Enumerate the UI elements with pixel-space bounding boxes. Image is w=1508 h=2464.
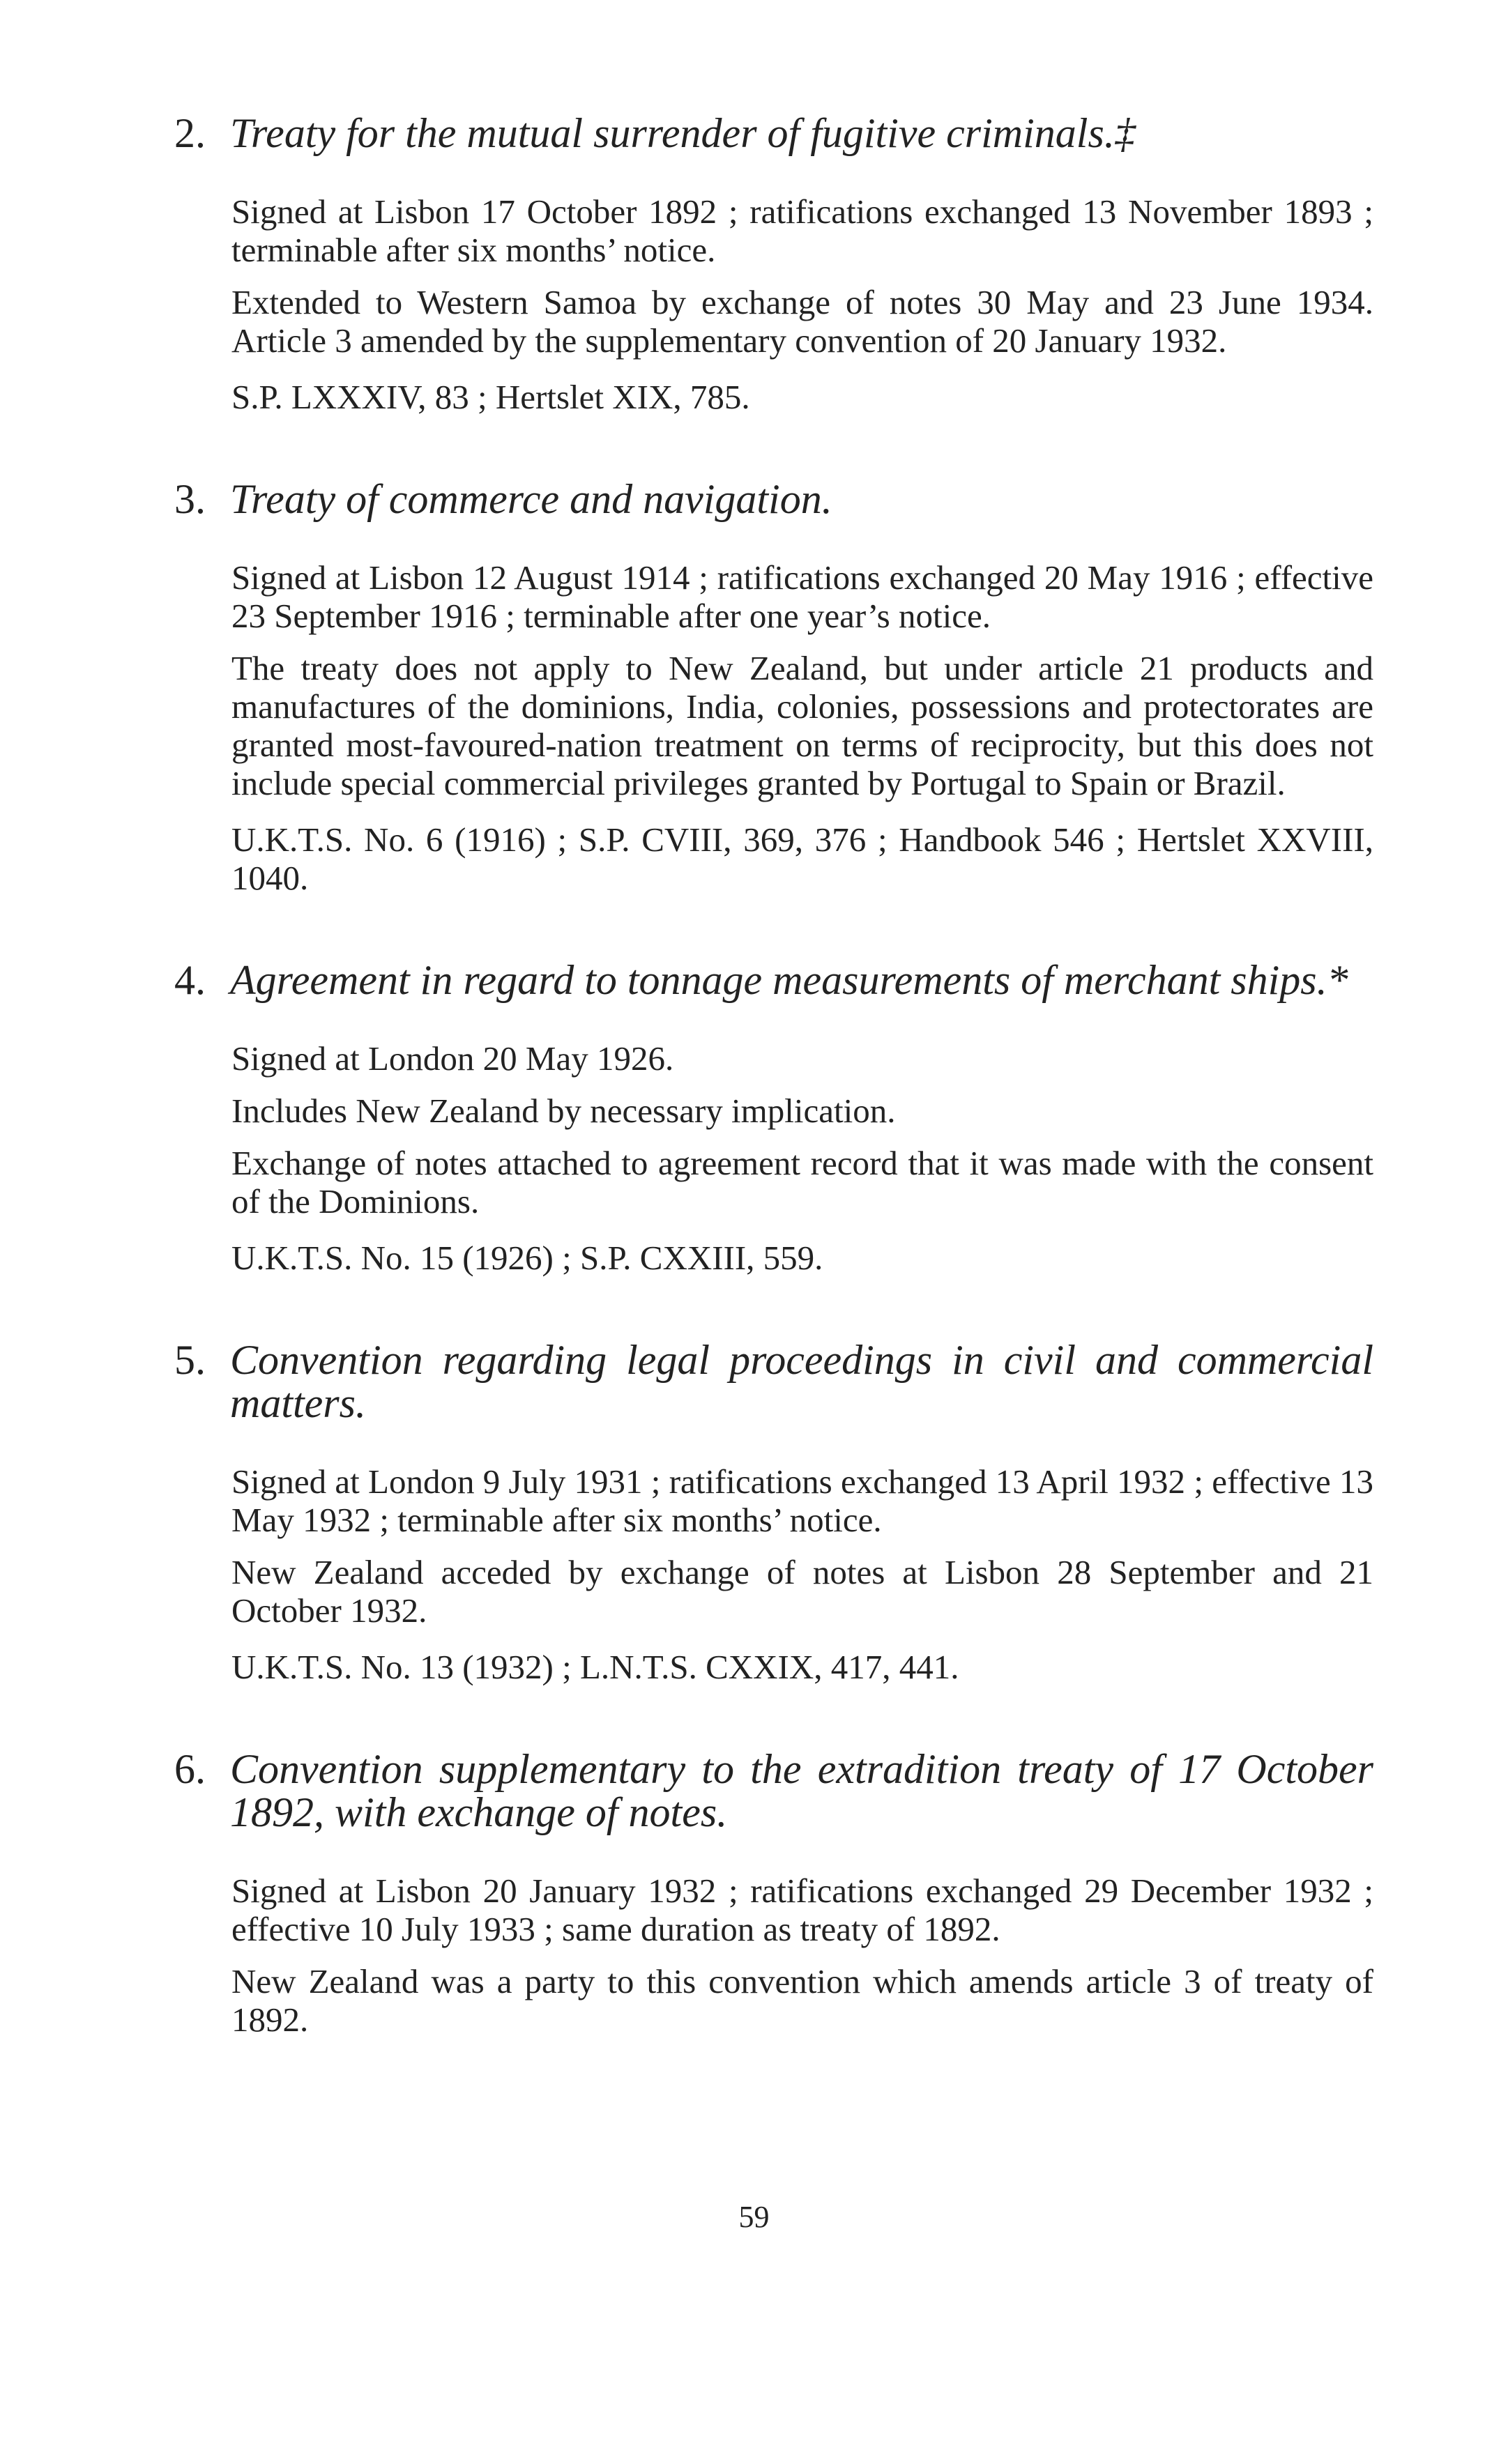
entry-number: 4. [174,957,206,1003]
entry-body [231,1462,1373,1686]
entry-paragraph: Signed at Lisbon 17 October 1892 ; ratifications exchanged 13 November 1893 ; terminable after six months’ notice. [231,192,1373,269]
entry-paragraph: Signed at Lisbon 20 January 1932 ; ratifications exchanged 29 December 1932 ; effective 10 July 1933 ; same duration as treaty of 1892. [231,1872,1373,1948]
entry-title: Convention regarding legal proceedings in civil and commercial matters. [230,1337,1373,1426]
entry-heading [174,1747,1373,1834]
entry-heading [174,958,1373,1002]
entry-number: 5. [174,1337,206,1383]
treaty-entry [174,958,1373,1277]
entry-reference: U.K.T.S. No. 6 (1916) ; S.P. CVIII, 369, 376 ; Handbook 546 ; Hertslet XXVIII, 1040. [231,820,1373,897]
entry-number: 6. [174,1746,206,1792]
entry-paragraph: The treaty does not apply to New Zealand, but under article 21 products and manufactures of the dominions, India, colonies, possessions and protectorates are granted most-favoured-nation treatment on terms of reciprocity, but this does not include special commercial privileges granted by Portugal to Spain or Brazil. [231,649,1373,802]
treaty-entry [174,477,1373,897]
entry-title: Convention supplementary to the extradition treaty of 17 October 1892, with exchange of notes. [230,1746,1373,1835]
entry-body [231,558,1373,897]
entry-paragraph: New Zealand was a party to this convention which amends article 3 of treaty of 1892. [231,1962,1373,2039]
entry-body [231,1872,1373,2039]
entry-body [231,192,1373,416]
entry-title: Treaty of commerce and navigation. [230,476,832,522]
entry-reference: S.P. LXXXIV, 83 ; Hertslet XIX, 785. [231,378,750,416]
entry-title: Agreement in regard to tonnage measurements of merchant ships.* [230,957,1348,1003]
entry-paragraph: Signed at Lisbon 12 August 1914 ; ratifications exchanged 20 May 1916 ; effective 23 September 1916 ; terminable after one year’s notice. [231,558,1373,635]
entry-heading [174,1338,1373,1425]
entry-reference: U.K.T.S. No. 15 (1926) ; S.P. CXXIII, 559. [231,1239,823,1277]
entry-title: Treaty for the mutual surrender of fugitive criminals.‡ [230,110,1136,156]
page-number: 59 [738,2200,770,2234]
entry-body [231,1039,1373,1277]
entry-paragraph: Signed at London 9 July 1931 ; ratifications exchanged 13 April 1932 ; effective 13 May 1932 ; terminable after six months’ notice. [231,1462,1373,1539]
entry-paragraph: Extended to Western Samoa by exchange of notes 30 May and 23 June 1934. Article 3 amended by the supplementary convention of 20 January 1932. [231,283,1373,360]
entry-number: 3. [174,476,206,522]
entry-paragraph: Includes New Zealand by necessary implication. [231,1092,896,1130]
treaty-entry [174,112,1373,416]
entry-heading [174,112,1373,155]
entry-reference: U.K.T.S. No. 13 (1932) ; L.N.T.S. CXXIX, 417, 441. [231,1648,959,1686]
treaty-entry [174,1338,1373,1686]
entry-paragraph: Signed at London 20 May 1926. [231,1039,674,1078]
page-content [174,112,1373,2100]
treaty-entry [174,1747,1373,2039]
entry-heading [174,477,1373,521]
entry-number: 2. [174,110,206,156]
entry-paragraph: New Zealand acceded by exchange of notes at Lisbon 28 September and 21 October 1932. [231,1553,1373,1630]
entry-paragraph: Exchange of notes attached to agreement record that it was made with the consent of the Dominions. [231,1144,1373,1220]
